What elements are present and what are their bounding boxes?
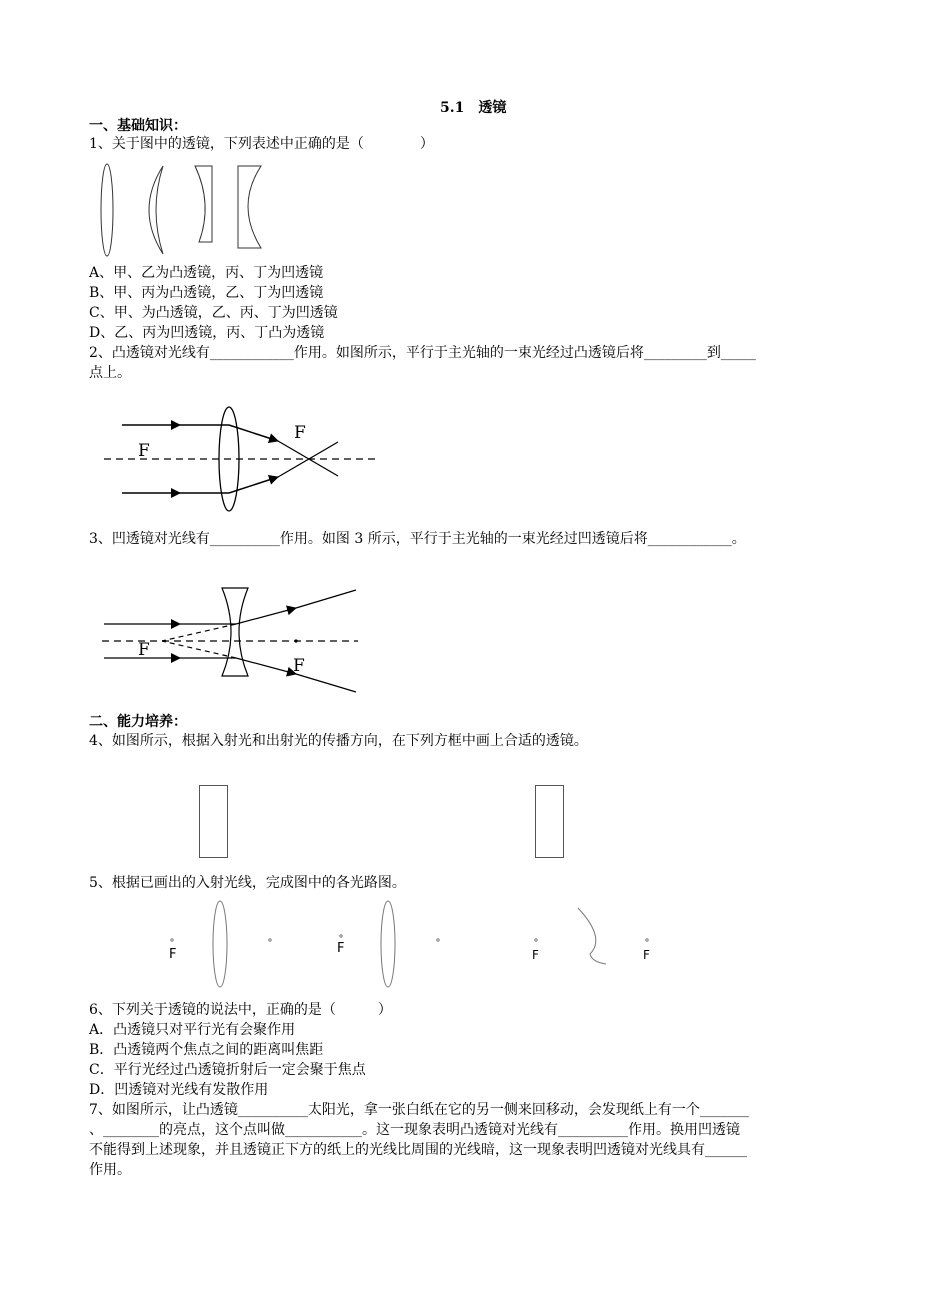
concave-lens-curve <box>578 908 606 964</box>
q4-lens-box-right[interactable] <box>535 785 564 858</box>
q1-option-b: B、甲、丙为凸透镜，乙、丁为凹透镜 <box>89 285 324 301</box>
lens-ding <box>238 166 261 248</box>
q7-line4: 作用。 <box>89 1162 131 1178</box>
focus-dot <box>340 935 342 937</box>
page-title: 5.1 透镜 <box>440 100 507 116</box>
q6-option-a: A．凸透镜只对平行光有会聚作用 <box>89 1022 296 1038</box>
q6-option-c: C．平行光经过凸透镜折射后一定会聚于焦点 <box>89 1062 366 1078</box>
q1-lens-figure <box>95 158 275 258</box>
focus-dot <box>269 939 271 941</box>
q1-stem: 1、关于图中的透镜，下列表述中正确的是（ ） <box>89 136 434 152</box>
q6-option-d: D．凹透镜对光线有发散作用 <box>89 1082 269 1098</box>
q2-line1: 2、凸透镜对光线有____________作用。如图所示，平行于主光轴的一束光经过凸透镜后将_________到_____ <box>89 345 756 361</box>
q5-optics-figure <box>160 898 680 998</box>
q5-focus-label-2: F <box>337 941 345 956</box>
q2-convex-figure <box>100 402 390 522</box>
q6-stem: 6、下列关于透镜的说法中，正确的是（ ） <box>89 1002 392 1018</box>
q1-option-c: C、甲、为凸透镜，乙、丙、丁为凹透镜 <box>89 305 338 321</box>
q7-line2: 、________的亮点，这个点叫做___________。这一现象表明凸透镜对光线有__________作用。换用凹透镜 <box>89 1122 740 1138</box>
q2-focus-right-label: F <box>294 423 306 443</box>
refracted-ray-bottom <box>229 477 278 493</box>
section-ability-heading: 二、能力培养： <box>89 714 187 730</box>
q5-focus-label-3: F <box>532 948 539 962</box>
focus-dot <box>646 939 648 941</box>
convex-lens <box>381 901 395 987</box>
convex-lens <box>213 901 227 987</box>
q2-focus-left-label: F <box>138 441 150 461</box>
focus-dot <box>437 939 439 941</box>
concave-lens <box>222 588 248 676</box>
q1-option-a: A、甲、乙为凸透镜，丙、丁为凹透镜 <box>89 265 324 281</box>
q3-focus-left-label: F <box>138 640 150 660</box>
focus-dot <box>171 939 173 941</box>
section-basic-heading: 一、基础知识： <box>89 118 187 134</box>
q7-line3: 不能得到上述现象，并且透镜正下方的纸上的光线比周围的光线暗，这一现象表明凹透镜对光线具有______ <box>89 1142 747 1158</box>
q3-line1: 3、凹透镜对光线有__________作用。如图 3 所示，平行于主光轴的一束光经过凹透镜后将____________。 <box>89 531 746 547</box>
q2-line2: 点上。 <box>89 365 131 381</box>
refracted-ray-top <box>236 608 296 624</box>
virtual-ray-bottom <box>162 641 236 658</box>
focus-dot <box>535 939 537 941</box>
lens-jia <box>101 164 113 256</box>
q3-focus-right-label: F <box>293 656 305 676</box>
virtual-ray-top <box>162 624 236 641</box>
lens-bing <box>195 166 212 242</box>
q5-focus-label-1: F <box>169 947 177 962</box>
q4-stem: 4、如图所示，根据入射光和出射光的传播方向，在下列方框中画上合适的透镜。 <box>89 733 588 749</box>
lens-yi <box>149 166 163 254</box>
q6-option-b: B．凸透镜两个焦点之间的距离叫焦距 <box>89 1042 324 1058</box>
q5-focus-label-4: F <box>643 948 650 962</box>
q5-stem: 5、根据已画出的入射光线，完成图中的各光路图。 <box>89 875 406 891</box>
q4-lens-box-left[interactable] <box>199 785 228 858</box>
q1-option-d: D、乙、丙为凹透镜，丙、丁凸为透镜 <box>89 325 325 341</box>
q7-line1: 7、如图所示，让凸透镜__________太阳光，拿一张白纸在它的另一侧来回移动，会发现纸上有一个_______ <box>89 1102 749 1118</box>
refracted-ray-top <box>229 425 278 441</box>
